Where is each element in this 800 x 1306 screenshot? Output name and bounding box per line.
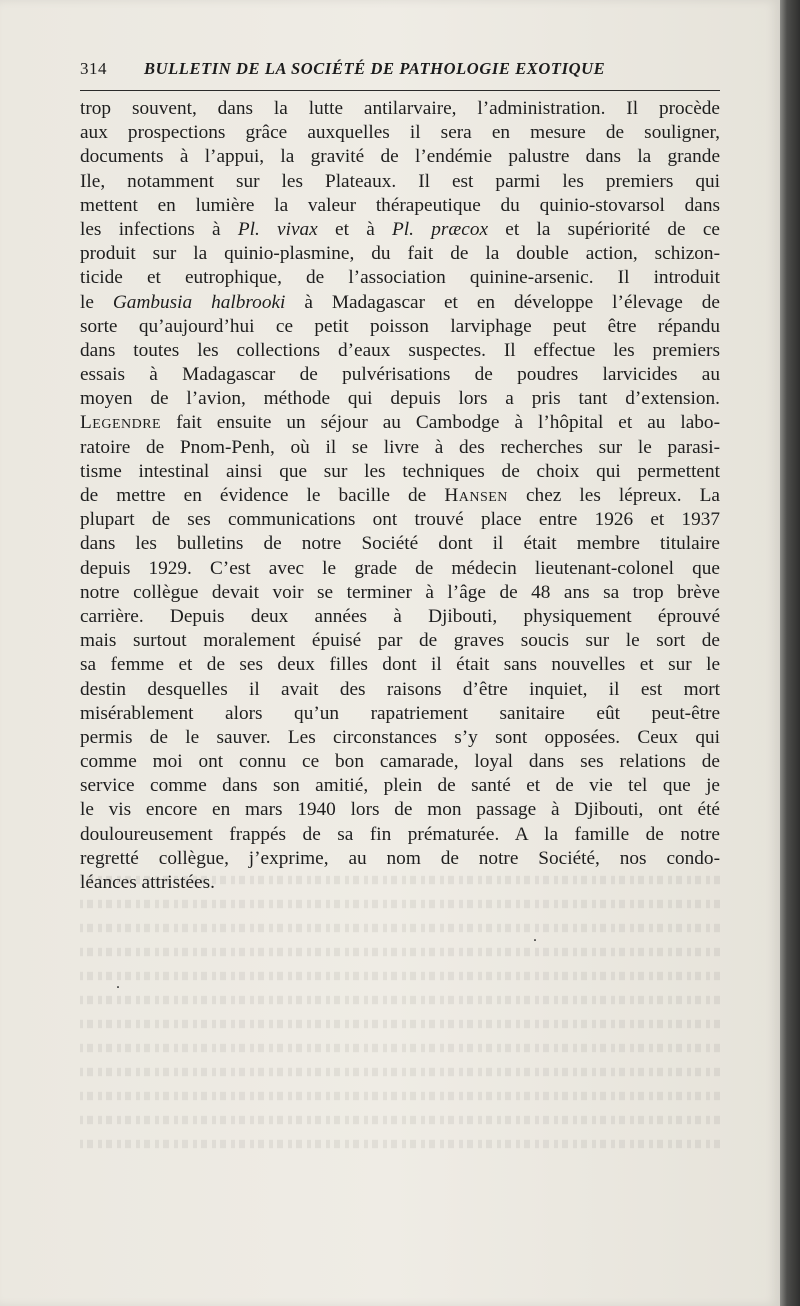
- text-segment: carrière. Depuis deux années à Djibouti, physiquement éprouvé: [80, 605, 720, 627]
- text-segment: et à: [317, 218, 393, 240]
- italic-term: Pl. vivax: [237, 218, 318, 240]
- text-line: [80, 508, 720, 532]
- text-line: [80, 194, 720, 218]
- text-segment: service comme dans son amitié, plein de santé et de vie tel que je: [80, 775, 720, 797]
- text-segment: léances attristées.: [80, 872, 215, 893]
- text-segment: destin desquelles il avait des raisons d’être inquiet, il est mort: [80, 678, 720, 700]
- text-line: [80, 97, 720, 121]
- text-segment: dans les bulletins de notre Société dont il était membre titulaire: [80, 533, 720, 555]
- bleed-through-text: [80, 868, 720, 1168]
- text-segment: le: [80, 291, 113, 313]
- text-segment: sa femme et de ses deux filles dont il était sans nouvelles et sur le: [80, 654, 720, 676]
- text-segment: depuis 1929. C’est avec le grade de médecin lieutenant-colonel que: [80, 557, 720, 579]
- italic-term: Gambusia halbrooki: [112, 291, 286, 313]
- italic-term: Pl. præcox: [392, 218, 489, 240]
- text-line: [80, 460, 720, 484]
- text-segment: mais surtout moralement épuisé par de graves soucis sur le sort de: [80, 630, 720, 652]
- text-line: [80, 774, 720, 798]
- text-segment: dans toutes les collections d’eaux suspectes. Il effectue les premiers: [80, 339, 720, 361]
- body-paragraph: [80, 97, 720, 895]
- text-segment: douloureusement frappés de sa fin prématurée. A la famille de notre: [80, 823, 720, 845]
- text-segment: sorte qu’aujourd’hui ce petit poisson larviphage peut être répandu: [80, 315, 720, 337]
- text-line: [80, 750, 720, 774]
- text-segment: aux prospections grâce auxquelles il sera en mesure de souligner,: [80, 122, 720, 144]
- text-line: [80, 557, 720, 581]
- name-small-caps: Hansen: [444, 485, 508, 506]
- text-line: [80, 170, 720, 194]
- text-segment: trop souvent, dans la lutte antilarvaire, l’administration. Il procède: [80, 98, 720, 119]
- text-segment: à Madagascar et en développe l’élevage de: [285, 291, 720, 313]
- text-segment: misérablement alors qu’un rapatriement sanitaire eût peut-être: [80, 702, 720, 724]
- text-line: [80, 363, 720, 387]
- text-line: [80, 653, 720, 677]
- text-segment: documents à l’appui, la gravité de l’endémie palustre dans la grande: [80, 146, 720, 168]
- text-line: [80, 145, 720, 169]
- text-segment: plupart de ses communications ont trouvé place entre 1926 et 1937: [80, 509, 720, 531]
- header-rule: [80, 90, 720, 91]
- text-segment: permis de le sauver. Les circonstances s’y sont opposées. Ceux qui: [80, 726, 720, 748]
- text-line: [80, 218, 720, 242]
- text-segment: moyen de l’avion, méthode qui depuis lors a pris tant d’extension.: [80, 388, 720, 410]
- text-segment: et la supériorité de ce: [488, 218, 720, 240]
- text-segment: le vis encore en mars 1940 lors de mon passage à Djibouti, ont été: [80, 799, 720, 821]
- text-segment: tisme intestinal ainsi que sur les techniques de choix qui permettent: [80, 460, 720, 482]
- text-line: [80, 532, 720, 556]
- text-line: [80, 678, 720, 702]
- text-segment: les infections à: [80, 218, 238, 240]
- text-line: [80, 581, 720, 605]
- running-title: BULLETIN DE LA SOCIÉTÉ DE PATHOLOGIE EXOTIQUE: [144, 59, 606, 78]
- text-line: [80, 798, 720, 822]
- text-segment: ratoire de Pnom-Penh, où il se livre à des recherches sur le parasi-: [80, 436, 720, 458]
- text-line: [80, 242, 720, 266]
- page-header: [80, 55, 720, 83]
- text-line: [80, 629, 720, 653]
- text-segment: comme moi ont connu ce bon camarade, loyal dans ses relations de: [80, 751, 720, 773]
- stray-mark: .: [533, 928, 537, 945]
- text-line: [80, 315, 720, 339]
- text-segment: regretté collègue, j’exprime, au nom de notre Société, nos condo-: [80, 847, 720, 869]
- text-line: [80, 339, 720, 363]
- text-segment: Ile, notamment sur les Plateaux. Il est parmi les premiers qui: [80, 170, 720, 192]
- stray-mark: .: [116, 975, 120, 992]
- text-segment: de mettre en évidence le bacille de: [80, 485, 445, 506]
- text-line: [80, 411, 720, 435]
- text-line: [80, 291, 720, 315]
- text-line: [80, 387, 720, 411]
- text-line: [80, 726, 720, 750]
- text-segment: fait ensuite un séjour au Cambodge à l’hôpital et au labo-: [161, 412, 720, 434]
- text-segment: essais à Madagascar de pulvérisations de poudres larvicides au: [80, 364, 720, 386]
- name-small-caps: Legendre: [80, 412, 162, 434]
- text-segment: ticide et eutrophique, de l’association quinine-arsenic. Il introduit: [80, 267, 720, 289]
- text-segment: chez les lépreux. La: [507, 485, 720, 506]
- text-line: [80, 484, 720, 508]
- text-line: [80, 121, 720, 145]
- text-line: [80, 871, 720, 895]
- text-line: [80, 702, 720, 726]
- text-segment: notre collègue devait voir se terminer à l’âge de 48 ans sa trop brève: [80, 581, 720, 603]
- text-line: [80, 847, 720, 871]
- page-edge: [780, 0, 800, 1306]
- text-line: [80, 823, 720, 847]
- text-segment: produit sur la quinio-plasmine, du fait de la double action, schizon-: [80, 243, 720, 265]
- text-line: [80, 436, 720, 460]
- text-line: [80, 266, 720, 290]
- page-number: 314: [80, 59, 107, 78]
- text-line: [80, 605, 720, 629]
- text-segment: mettent en lumière la valeur thérapeutique du quinio-stovarsol dans: [80, 194, 720, 216]
